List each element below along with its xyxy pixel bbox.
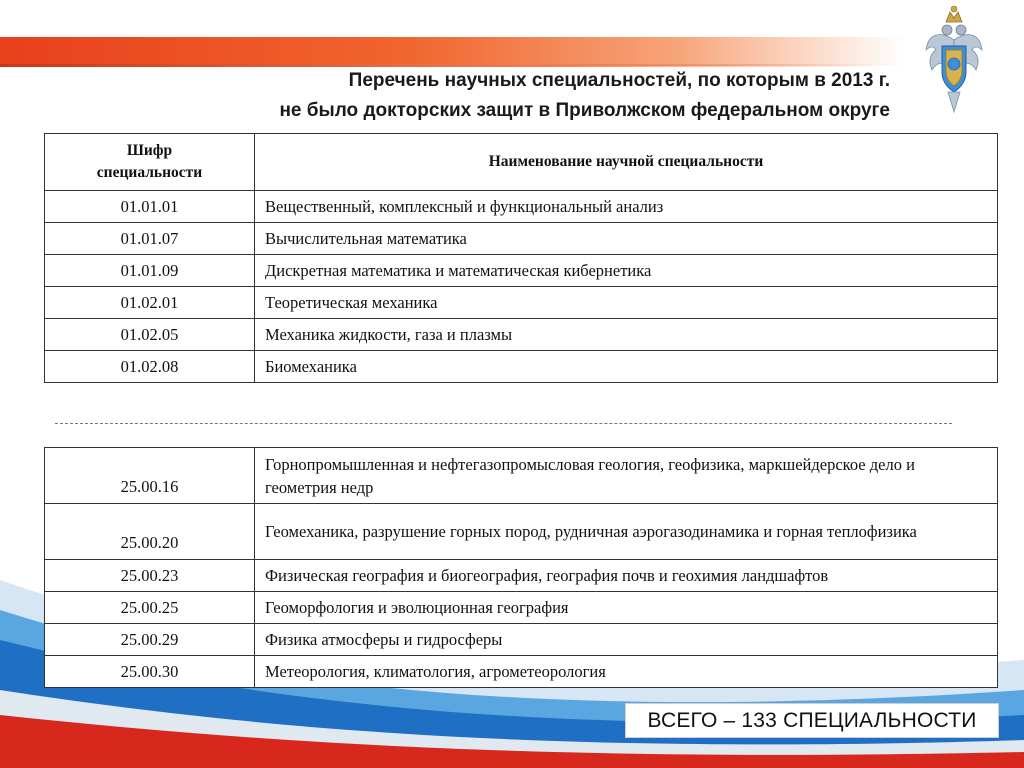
page-title [120, 66, 890, 126]
table-row [45, 351, 998, 383]
specialty-name: Механика жидкости, газа и плазмы [255, 319, 998, 351]
specialty-name: Дискретная математика и математическая кибернетика [255, 255, 998, 287]
specialty-code: 01.01.07 [45, 223, 255, 255]
specialty-name: Физическая география и биогеография, география почв и геохимия ландшафтов [255, 560, 998, 592]
specialty-name: Геоморфология и эволюционная география [255, 592, 998, 624]
specialty-code: 25.00.25 [45, 592, 255, 624]
header-name: Наименование научной специальности [255, 134, 998, 191]
specialty-code: 25.00.20 [45, 504, 255, 560]
specialty-code: 01.02.01 [45, 287, 255, 319]
table-row [45, 624, 998, 656]
specialty-code: 25.00.16 [45, 448, 255, 504]
table-row [45, 592, 998, 624]
header-code-line-2: специальности [96, 164, 203, 181]
specialty-name: Геомеханика, разрушение горных пород, рудничная аэрогазодинамика и горная теплофизика [255, 504, 998, 560]
specialty-name: Горнопромышленная и нефтегазопромысловая геология, геофизика, маркшейдерское дело и геометрия недр [255, 448, 998, 504]
table-row [45, 255, 998, 287]
table-row [45, 223, 998, 255]
table-row [45, 448, 998, 504]
specialty-code: 01.02.08 [45, 351, 255, 383]
specialties-table-top [44, 133, 998, 383]
specialty-name: Метеорология, климатология, агрометеорология [255, 656, 998, 688]
omission-divider [55, 423, 952, 424]
title-line-2: не было докторских защит в Приволжском федеральном округе [279, 100, 890, 121]
table-row [45, 319, 998, 351]
specialty-name: Вычислительная математика [255, 223, 998, 255]
table-row [45, 560, 998, 592]
table-row [45, 191, 998, 223]
specialty-code: 01.01.09 [45, 255, 255, 287]
table-row [45, 287, 998, 319]
title-line-1: Перечень научных специальностей, по которым в 2013 г. [348, 70, 890, 91]
header-code-line-1: Шифр [126, 142, 173, 159]
table-row [45, 656, 998, 688]
specialty-code: 25.00.29 [45, 624, 255, 656]
specialty-code: 01.01.01 [45, 191, 255, 223]
specialty-code: 25.00.30 [45, 656, 255, 688]
specialty-code: 01.02.05 [45, 319, 255, 351]
top-orange-band [0, 37, 905, 66]
ministry-emblem-icon [922, 0, 986, 122]
header-code [45, 134, 255, 191]
specialties-table-bottom [44, 447, 998, 688]
specialty-name: Биомеханика [255, 351, 998, 383]
table-header-row [45, 134, 998, 191]
specialty-code: 25.00.23 [45, 560, 255, 592]
total-count-label: ВСЕГО – 133 СПЕЦИАЛЬНОСТИ [625, 703, 999, 738]
table-row [45, 504, 998, 560]
specialty-name: Физика атмосферы и гидросферы [255, 624, 998, 656]
specialty-name: Теоретическая механика [255, 287, 998, 319]
specialty-name: Вещественный, комплексный и функциональный анализ [255, 191, 998, 223]
